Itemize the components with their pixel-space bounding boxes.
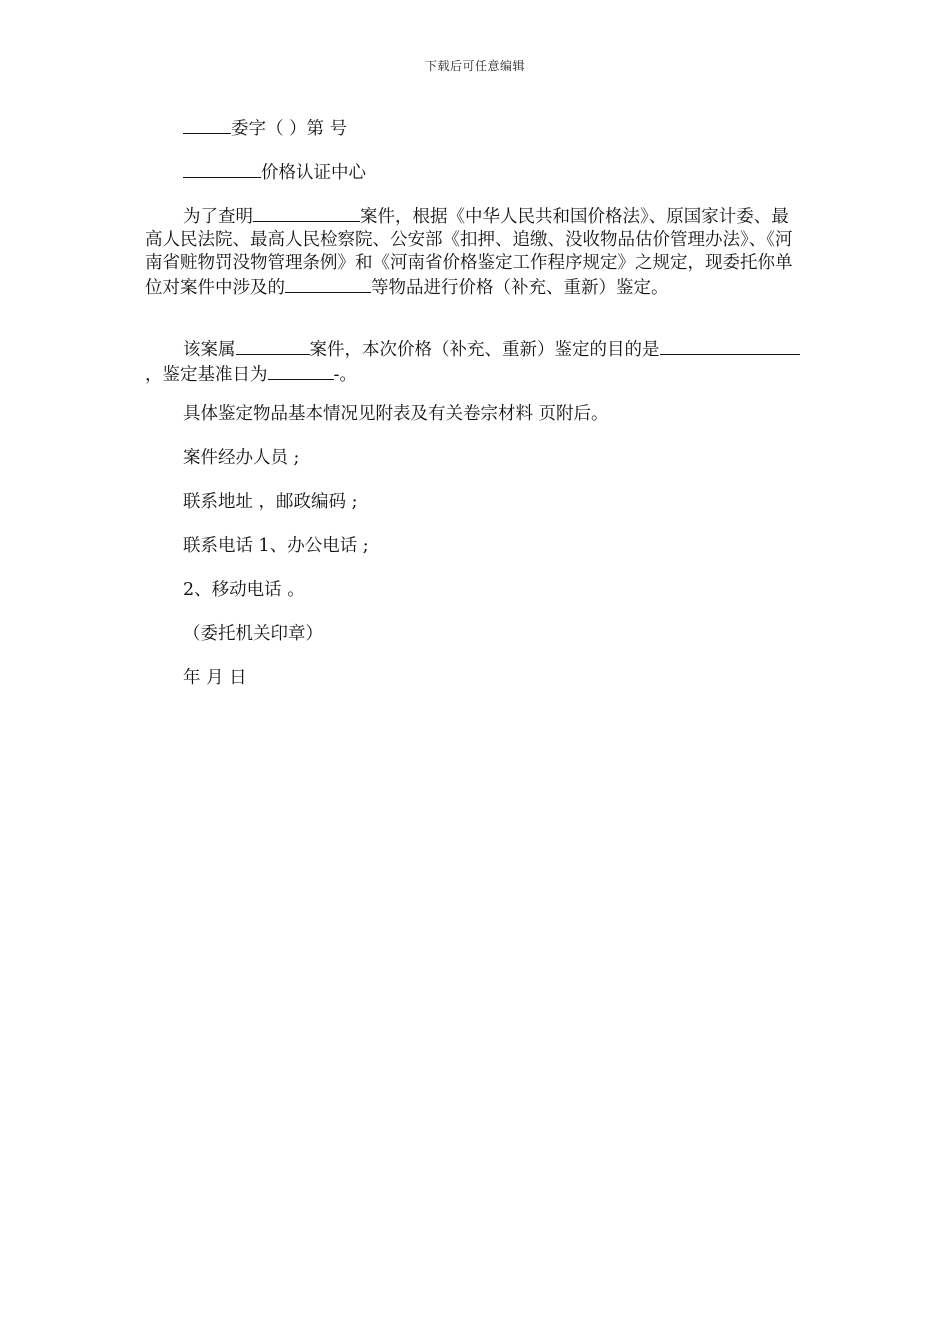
items-blank (285, 275, 371, 293)
seal-text: （委托机关印章） (183, 624, 323, 644)
para2-suffix: -。 (333, 365, 357, 385)
purpose-blank (660, 337, 800, 355)
case-name-blank (253, 204, 360, 222)
phone-line-1 (145, 535, 805, 558)
date-line (145, 667, 805, 690)
agency-abbr-blank (183, 116, 231, 134)
attachment-paragraph (145, 403, 805, 426)
para2-mid: ，鉴定基准日为 (145, 365, 268, 385)
case-type-blank (236, 337, 310, 355)
base-date-blank (268, 362, 334, 380)
date-text: 年 月 日 (183, 668, 247, 688)
address-text: 联系地址 ，邮政编码 ; (183, 492, 358, 512)
addressee-text: 价格认证中心 (261, 163, 366, 183)
phone-text-2: 2、移动电话 。 (183, 580, 305, 600)
document-number-text: 委字（ ）第 号 (231, 119, 348, 139)
para2-body: 案件，本次价格（补充、重新）鉴定的目的是 (309, 340, 660, 360)
para1-suffix: 等物品进行价格（补充、重新）鉴定。 (371, 278, 669, 298)
page-header: 下载后可任意编辑 (424, 59, 525, 73)
commission-paragraph (145, 204, 805, 300)
address-line (145, 491, 805, 514)
case-officer-line (145, 447, 805, 470)
phone-text-1: 联系电话 1、办公电话 ; (183, 536, 369, 556)
para2-prefix: 该案属 (183, 340, 236, 360)
phone-line-2 (145, 579, 805, 602)
purpose-paragraph (145, 337, 805, 387)
para1-prefix: 为了查明 (183, 207, 253, 227)
addressee-blank (183, 160, 261, 178)
document-number-line (145, 116, 805, 141)
para1-body: 案件，根据《中华人民共和国价格法》、原国家计委、最高人民法院、最高人民检察院、公安部《扣押、追缴、没收物品估价管理办法》、《河南省赃物罚没物管理条例》和《河南省价格鉴定工作程序规定》之规定，现委托你单位对案件中涉及的 (145, 207, 793, 298)
addressee-line (145, 160, 805, 185)
seal-line (145, 623, 805, 646)
attachment-text: 具体鉴定物品基本情况见附表及有关卷宗材料 页附后。 (183, 404, 609, 424)
case-officer-text: 案件经办人员 ; (183, 448, 300, 468)
